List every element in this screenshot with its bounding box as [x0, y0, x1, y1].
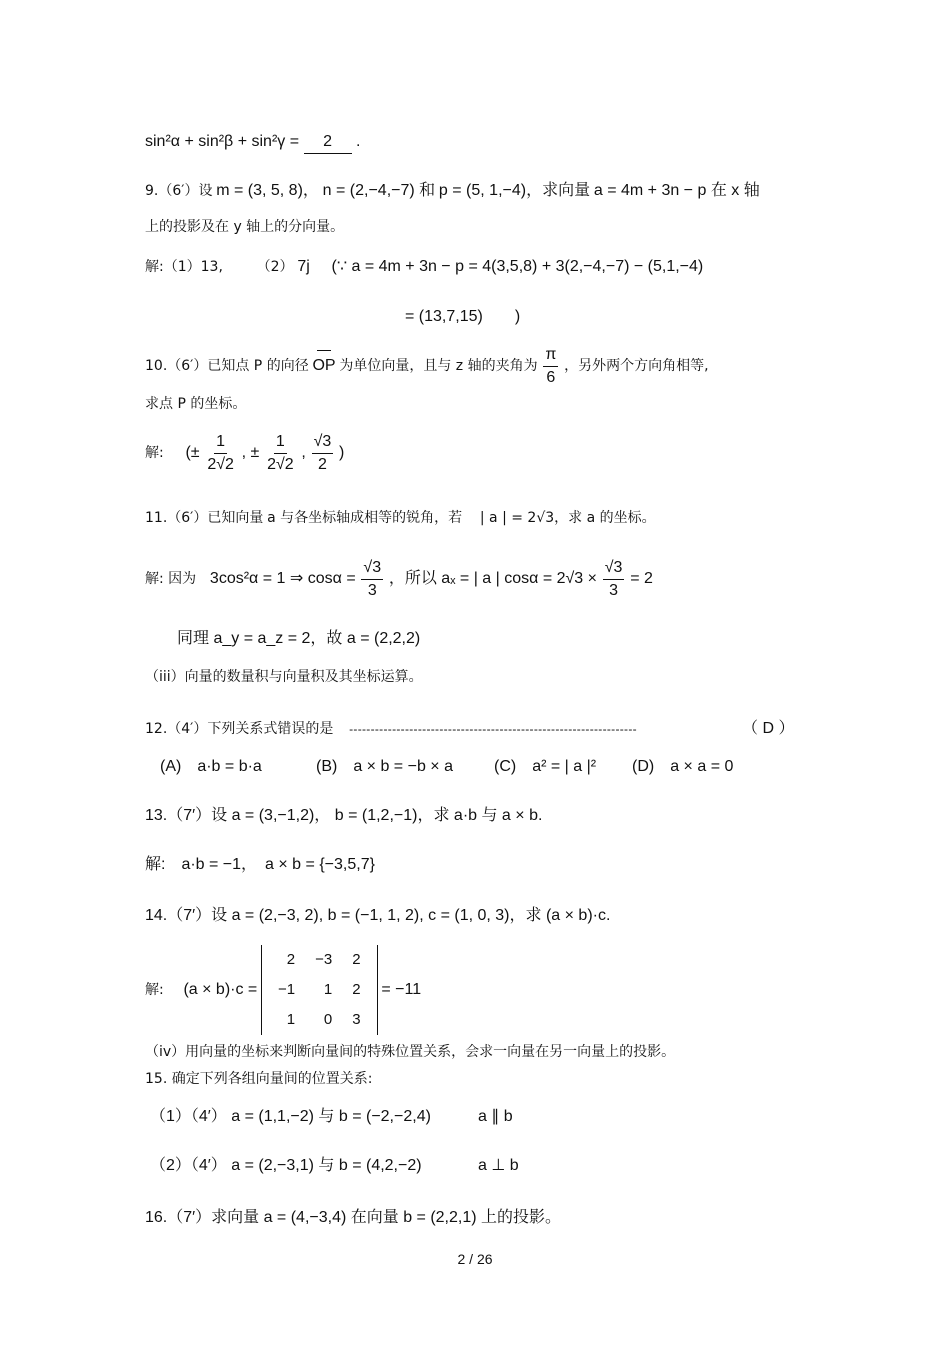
sin-identity-formula: sin²α + sin²β + sin²γ = [145, 133, 300, 150]
q9-solution: 解:（1）13, （2） 7j (∵ a = 4m + 3n − p = 4(3,5,8) + 3(2,−4,−7) − (5,1,−4) [145, 258, 704, 275]
question-14: 14.（7′）设 a = (2,−3, 2), b = (−1, 1, 2), c = (1, 0, 3)，求 (a × b)·c. [145, 907, 611, 924]
q12-option-a: (A) a·b = b·a [160, 758, 262, 775]
q11-solution-line2: 同理 a_y = a_z = 2，故 a = (2,2,2) [177, 630, 421, 647]
section-iv-heading: （iv）用向量的坐标来判断向量间的特殊位置关系，会求一向量在另一向量上的投影。 [145, 1044, 676, 1060]
q12-option-d: (D) a × a = 0 [632, 758, 734, 775]
question-11: 11.（6′）已知向量 a 与各坐标轴成相等的锐角，若 | a | = 2√3，求 a 的坐标。 [145, 510, 656, 526]
section-iii-heading: （iii）向量的数量积与向量积及其坐标运算。 [145, 669, 423, 685]
vector-op: OP [312, 355, 335, 377]
question-16: 16.（7′）求向量 a = (4,−3,4) 在向量 b = (2,2,1) 上的投影。 [145, 1209, 562, 1226]
q9-vector-n: n = (2,−4,−7) 和 [322, 182, 436, 199]
determinant [261, 945, 378, 1035]
q15-part2-answer: a ⊥ b [478, 1157, 519, 1174]
question-15: 15. 确定下列各组向量间的位置关系: [145, 1071, 373, 1087]
q9-line2: 上的投影及在 y 轴上的分向量。 [145, 219, 345, 235]
q12-option-b: (B) a × b = −b × a [316, 758, 453, 775]
q15-part1-answer: a ∥ b [478, 1108, 513, 1125]
question-10: 10.（6′）已知点 P 的向径 OP 为单位向量，且与 z 轴的夹角为 $\frac{\pi}{6}$ ，另外两个方向角相等, [145, 344, 709, 389]
det-row: −1 1 2 [278, 981, 361, 998]
q12-answer: （ D ） [742, 720, 795, 737]
page-number: 2 / 26 [457, 1251, 493, 1267]
q9-vector-m: m = (3, 5, 8)， [216, 182, 319, 199]
q9-solution-j: 7j [297, 258, 310, 275]
question-13: 13.（7′）设 a = (3,−1,2)， b = (1,2,−1)，求 a·b 与 a × b. [145, 807, 543, 824]
q10-solution: 解: (± $\frac{1}{2√2}$ , ± $\frac{1}{2√2}$ , $\frac{√3}{2}$ ) [145, 431, 344, 476]
angle-fraction: $\frac{\pi}{6}$ [545, 346, 557, 386]
q9-solution-result: = (13,7,15) ) [405, 308, 521, 325]
sin-identity-line: sin²α + sin²β + sin²γ = 2 . [145, 131, 360, 154]
q14-solution: 解: (a × b)·c = 2 −3 2 −1 1 2 1 0 3 = −11 [145, 945, 421, 1035]
fraction-3: $\frac{√3}{2}$ [313, 433, 332, 473]
q11-solution: 解: 因为 3cos²α = 1 ⇒ cosα = $\frac{√3}{3}$ ，所以 aₓ = | a | cosα = 2√3 × $\frac{√3}{3}$ = 2 [145, 557, 653, 602]
question-9 [145, 180, 760, 202]
det-row: 1 0 3 [286, 1011, 361, 1028]
q13-solution: 解: a·b = −1， a × b = {−3,5,7} [145, 856, 375, 873]
q15-part2: （2）（4′） a = (2,−3,1) 与 b = (4,2,−2) [150, 1157, 422, 1174]
question-12: 12.（4′）下列关系式错误的是 ------------------------------------------------------------------- [145, 721, 637, 737]
q10-line2: 求点 P 的坐标。 [145, 396, 247, 412]
q12-option-c: (C) a² = | a |² [494, 758, 597, 775]
q9-label: 9.（6′）设 [145, 183, 213, 199]
fraction-2: $\frac{1}{2√2}$ [267, 433, 294, 473]
q15-part1: （1）（4′） a = (1,1,−2) 与 b = (−2,−2,4) [150, 1108, 431, 1125]
fraction-1: $\frac{1}{2√2}$ [207, 433, 234, 473]
cos-fraction-2: $\frac{√3}{3}$ [604, 559, 623, 599]
answer-blank: 2 [304, 131, 352, 154]
answer-dashes: ------------------------------------------------------------------- [349, 722, 637, 736]
cos-fraction: $\frac{√3}{3}$ [363, 559, 382, 599]
q9-vector-a: a = 4m + 3n − p 在 x 轴 [593, 182, 760, 199]
q9-solution-reason: (∵ a = 4m + 3n − p = 4(3,5,8) + 3(2,−4,−7) − (5,1,−4) [331, 258, 704, 275]
det-row: 2 −3 2 [286, 951, 361, 968]
q9-vector-p: p = (5, 1,−4)，求向量 [438, 182, 591, 199]
